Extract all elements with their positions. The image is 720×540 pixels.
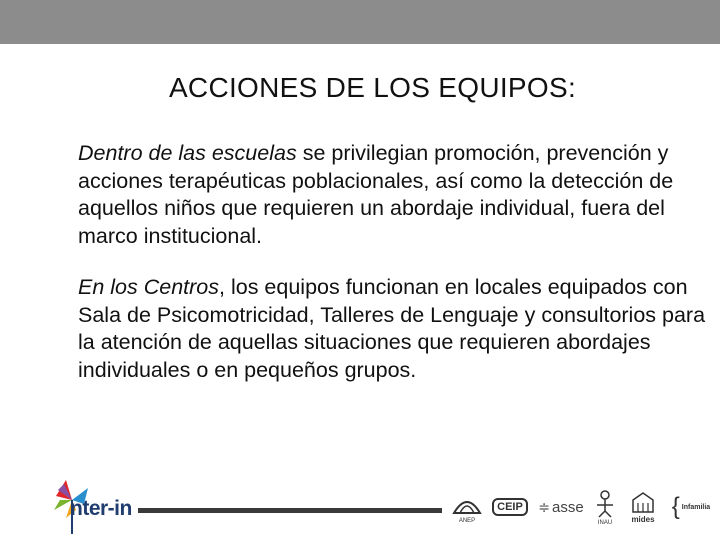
- asse-logo: [536, 478, 586, 536]
- paragraph-schools-lead: Dentro de las escuelas: [78, 141, 297, 165]
- inau-logo: [588, 478, 622, 536]
- inau-label: INAU: [597, 519, 613, 526]
- slide-title: ACCIONES DE LOS EQUIPOS:: [168, 72, 577, 103]
- infamilia-label: Infamilia: [681, 503, 711, 511]
- infamilia-logo: [664, 478, 718, 536]
- paragraph-schools-text: se privilegian promoción, prevención y acciones terapéuticas poblacionales, así como la detección de aquellos niños que requieren un abordaje individual, fuera del marco institucional.: [78, 141, 674, 248]
- paragraph-centers-lead: En los Centros: [78, 275, 220, 299]
- footer-divider: [138, 508, 442, 513]
- mides-label: mides: [631, 515, 655, 524]
- infamilia-bracket-icon: {: [671, 493, 680, 520]
- asse-icon: ≑: [538, 498, 551, 515]
- slide-body: [78, 140, 706, 408]
- interin-logo-text: nter-in: [70, 497, 132, 520]
- mides-logo: [624, 478, 662, 536]
- inau-icon: [593, 489, 617, 519]
- paragraph-centers-text: , los equipos funcionan en locales equipados con Sala de Psicomotricidad, Talleres de Lenguaje y consultorios para la atención de aquellas situaciones que requieren abordajes individuales o en pequeños grupos.: [78, 275, 706, 382]
- asse-label: asse: [552, 498, 584, 516]
- partner-logos: [444, 478, 720, 536]
- ceip-label: CEIP: [492, 498, 528, 516]
- anep-label: ANEP: [458, 517, 476, 524]
- anep-logo: [448, 478, 486, 536]
- ceip-logo: [488, 478, 532, 536]
- mides-icon: [630, 490, 656, 514]
- paragraph-schools: [78, 140, 706, 250]
- top-band: [0, 0, 720, 44]
- anep-icon: [452, 491, 482, 517]
- paragraph-centers: [78, 274, 706, 384]
